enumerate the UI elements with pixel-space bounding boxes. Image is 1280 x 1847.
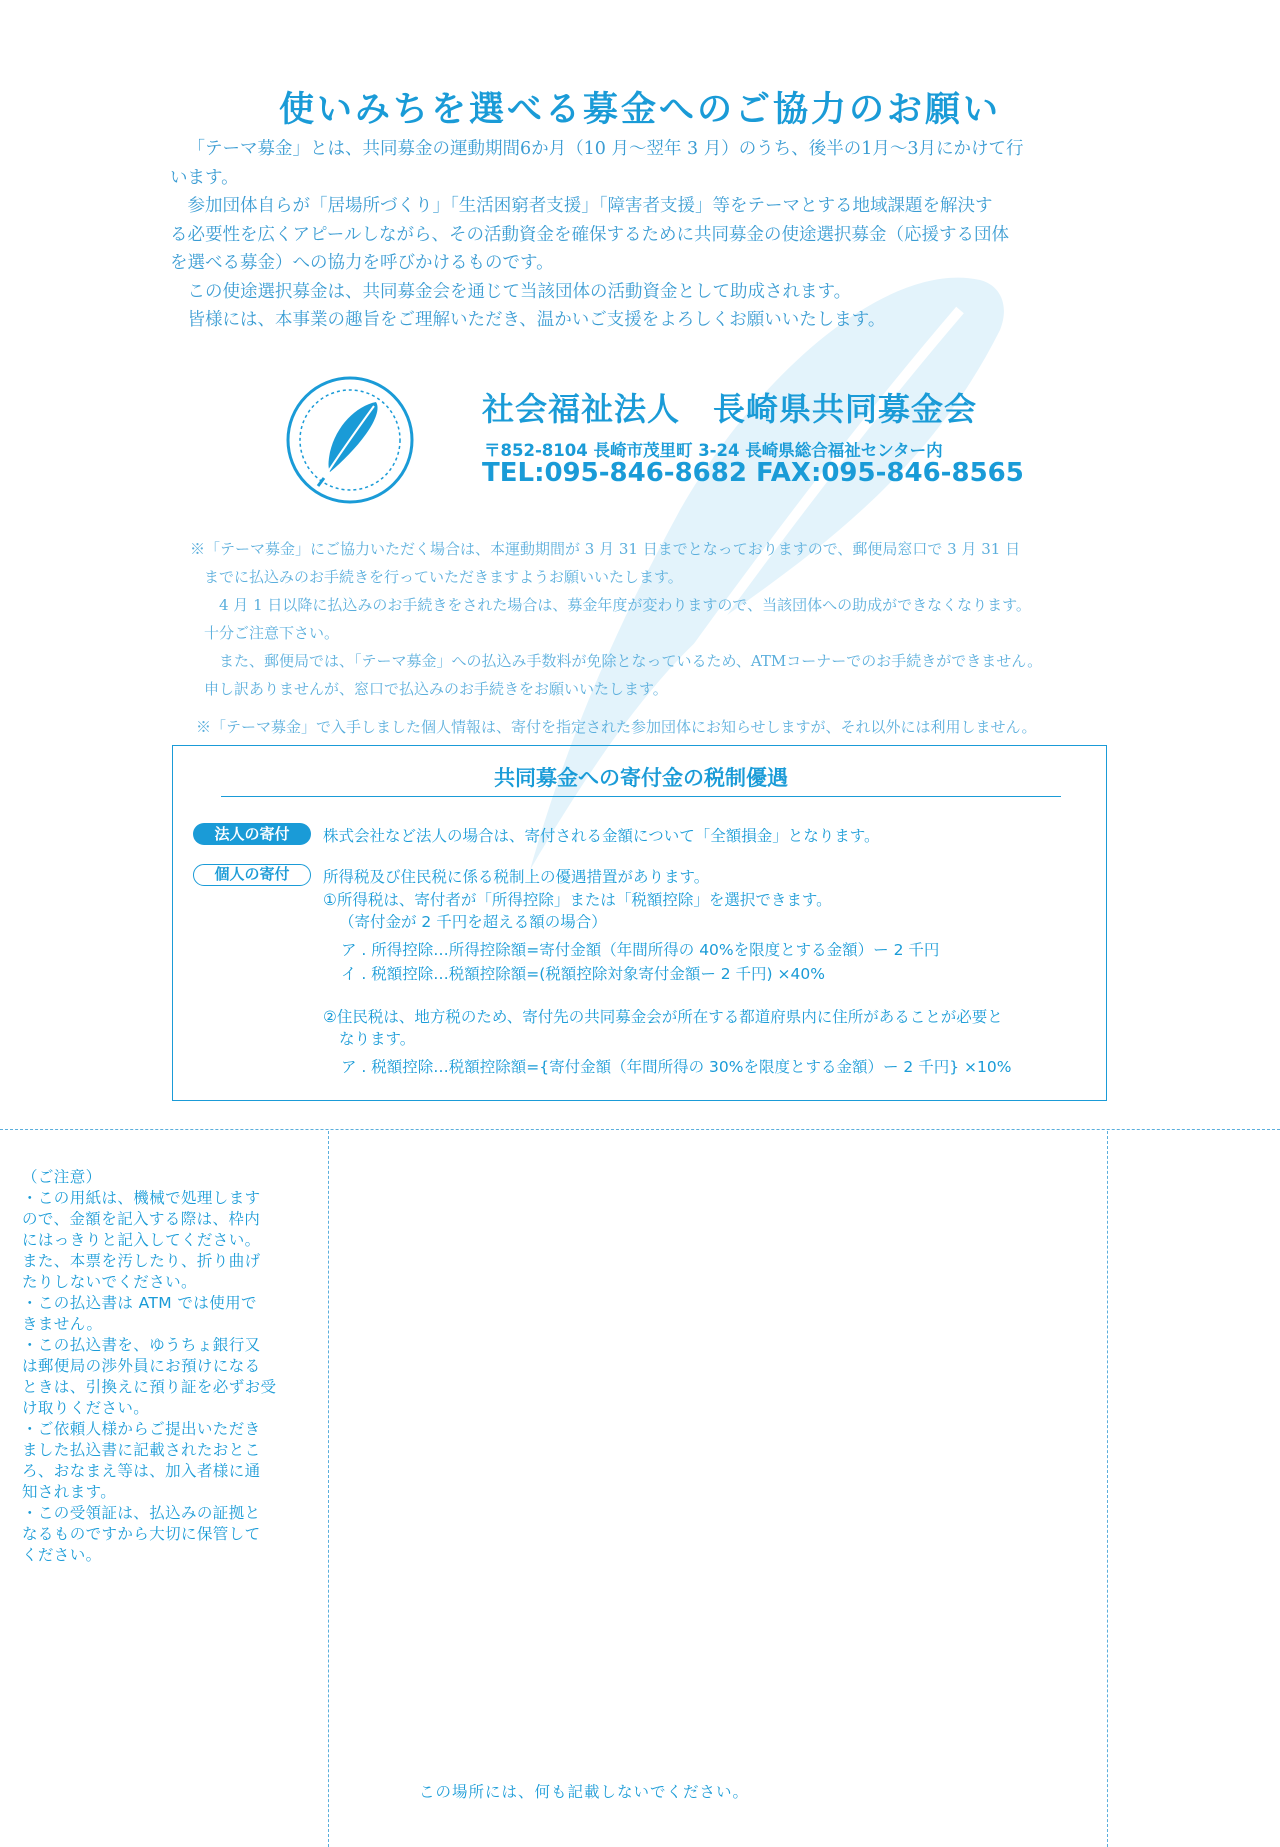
org-name: 社会福祉法人 長崎県共同募金会 [482,390,978,428]
privacy-note: ※「テーマ募金」で入手しました個人情報は、寄付を指定された参加団体にお知らせしますが、それ以外には利用しません。 [196,718,1037,736]
tax-line: ア . 税額控除…税額控除額={寄付金額（年間所得の 30%を限度とする金額）ー 2 千円} ×10% [341,1058,1012,1076]
caution-line: （ご注意） [22,1168,102,1186]
corporate-donation-badge: 法人の寄付 [193,823,311,845]
caution-line: ください。 [22,1546,102,1564]
caution-line: 知されます。 [22,1483,117,1501]
tax-line: ア . 所得控除…所得控除額=寄付金額（年間所得の 40%を限度とする金額）ー 2 千円 [341,941,940,959]
caution-line: ・この払込書を、ゆうちょ銀行又 [22,1336,261,1354]
caution-line: なるものですから大切に保管して [22,1525,261,1543]
caution-line: は郵便局の渉外員にお預けになる [22,1357,261,1375]
note-line: また、郵便局では、「テーマ募金」への払込み手数料が免除となっているため、ATMコーナーでのお手続きができません。 [219,652,1043,670]
caution-line: にはっきりと記入してください。 [22,1231,261,1249]
caution-line: ました払込書に記載されたおとこ [22,1441,261,1459]
caution-line: ・この受領証は、払込みの証拠と [22,1504,261,1522]
tax-line: ①所得税は、寄付者が「所得控除」または「税額控除」を選択できます。 [323,891,832,909]
intro-line: を選べる募金）への協力を呼びかけるものです。 [170,253,554,273]
note-line: 申し訳ありませんが、窓口で払込みのお手続きをお願いいたします。 [204,680,668,698]
intro-line: この使途選択募金は、共同募金会を通じて当該団体の活動資金として助成されます。 [187,281,852,302]
caution-line: たりしないでください。 [22,1273,197,1291]
caution-line: ・この用紙は、機械で処理します [22,1189,261,1207]
tax-line: ②住民税は、地方税のため、寄付先の共同募金会が所在する都道府県内に住所があることが必要と [323,1008,1003,1026]
caution-line: ろ、おなまえ等は、加入者様に通 [22,1462,261,1480]
caution-line: また、本票を汚したり、折り曲げ [22,1252,261,1270]
caution-line: きません。 [22,1315,103,1333]
note-line: 十分ご注意下さい。 [204,624,340,642]
note-line: 4 月 1 日以降に払込みのお手続きをされた場合は、募金年度が変わりますので、当該団体への助成ができなくなります。 [219,596,1031,614]
note-line: ※「テーマ募金」にご協力いただく場合は、本運動期間が 3 月 31 日までとなっておりますので、郵便局窓口で 3 月 31 日 [190,540,1021,558]
caution-notes [22,1167,307,1566]
tax-line: 所得税及び住民税に係る税制上の優遇措置があります。 [323,868,710,886]
do-not-write-note: この場所には、何も記載しないでください。 [419,1783,750,1801]
caution-line: け取りください。 [22,1399,150,1417]
page-title: 使いみちを選べる募金へのご協力のお願い [278,89,1001,130]
intro-line: る必要性を広くアピールしながら、その活動資金を確保するために共同募金の使途選択募金（応援する団体 [170,224,1009,245]
tax-benefit-box [172,745,1107,1101]
corporate-donation-text: 株式会社など法人の場合は、寄付される金額について「全額損金」となります。 [323,827,880,845]
org-address: 〒852-8104 長崎市茂里町 3-24 長崎県総合福祉センター内 [484,441,943,460]
feather-seal-icon [284,374,416,506]
caution-line: ・この払込書は ATM では使用で [22,1294,257,1312]
caution-line: ・ご依頼人様からご提出いただき [22,1420,261,1438]
tax-line: （寄付金が 2 千円を超える額の場合） [339,913,607,931]
intro-line: 皆様には、本事業の趣旨をご理解いただき、温かいご支援をよろしくお願いいたします。 [187,310,886,330]
intro-line: 参加団体自らが「居場所づくり」「生活困窮者支援」「障害者支援」等をテーマとする地域課題を解決す [187,196,993,216]
individual-donation-badge: 個人の寄付 [193,864,311,886]
caution-line: ので、金額を記入する際は、枠内 [22,1210,261,1228]
tax-line: なります。 [339,1030,416,1048]
tax-line: イ . 税額控除…税額控除額=(税額控除対象寄付金額ー 2 千円) ×40% [341,965,825,983]
cut-line-vertical-left [328,1131,329,1847]
intro-line: 「テーマ募金」とは、共同募金の運動期間6か月（10 月～翌年 3 月）のうち、後半の1月～3月にかけて行 [187,139,1024,159]
payment-notes [190,535,1120,703]
caution-line: ときは、引換えに預り証を必ずお受 [22,1378,277,1396]
org-phone-fax: TEL:095-846-8682 FAX:095-846-8565 [482,458,1024,488]
intro-line: います。 [170,167,239,188]
tax-box-title: 共同募金への寄付金の税制優遇 [221,762,1061,797]
cut-line-horizontal [0,1129,1280,1130]
note-line: までに払込みのお手続きを行っていただきますようお願いいたします。 [204,568,683,586]
cut-line-vertical-right [1107,1131,1108,1847]
intro-text [170,135,1110,335]
